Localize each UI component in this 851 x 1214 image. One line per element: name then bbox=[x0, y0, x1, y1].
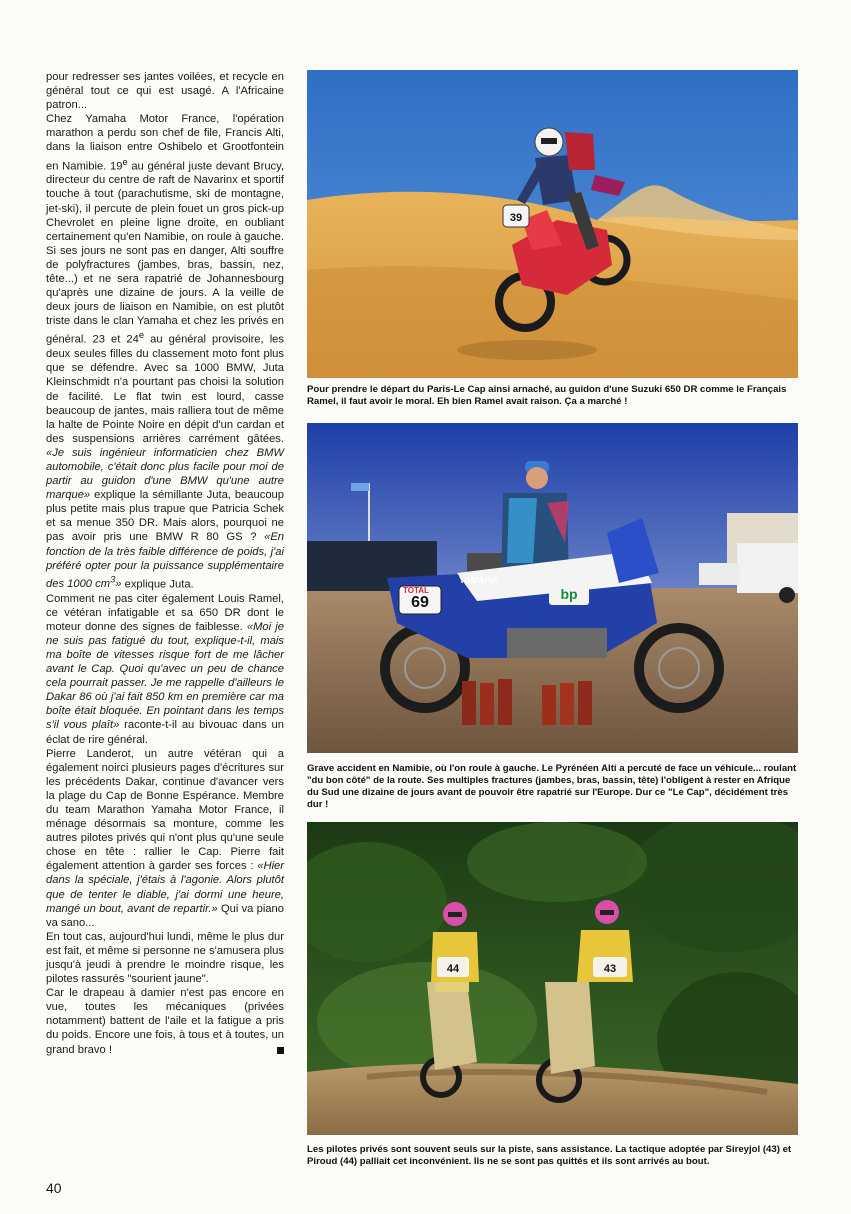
photo-bivouac-image bbox=[307, 423, 798, 753]
paragraph-3: Comment ne pas citer également Louis Ramel, ce vétéran infatigable et sa 650 DR dont le moteur donne des signes de faiblesse. «Moi je ne suis pas fatigué du tout, explique-t-il, mais ma boîte de vitesses risque fort de me lâcher avant le Cap. Quoi qu'avec un peu de chance cela pourrait passer. Je me rappelle d'ailleurs le Dakar 86 où j'ai fait 850 km en première car ma boîte était bloquée. En pointant dans les temps s'il vous plaît» raconte-t-il au bivouac dans un éclat de rire général. bbox=[46, 592, 284, 746]
article-body bbox=[46, 70, 284, 1057]
race-number-plate-69: 69 bbox=[411, 594, 429, 611]
total-logo: TOTAL bbox=[403, 586, 429, 595]
bp-logo: bp bbox=[560, 586, 578, 602]
photo-3-caption: Les pilotes privés sont souvent seuls sur la piste, sans assistance. La tactique adoptée par Sireyjol (43) et Piroud (44) palliait cet inconvénient. Ils ne se sont pas quittés et ils sont arrivés au bout. bbox=[307, 1144, 792, 1167]
photo-jungle-image bbox=[307, 822, 798, 1135]
race-number-plate-43: 43 bbox=[603, 963, 617, 975]
photo-bivouac-yamaha bbox=[307, 423, 798, 753]
paragraph-6: Car le drapeau à damier n'est pas encore en vue, toutes les mécaniques (privées notamment) battent de l'aile et la fatigue a pris du poids. Encore une fois, à tous et à toutes, un grand bravo ! bbox=[46, 987, 284, 1056]
paragraph-1: pour redresser ses jantes voilées, et recycle en général tout ce qui est usagé. A l'Africaine patron... bbox=[46, 71, 284, 112]
paragraph-2: Chez Yamaha Motor France, l'opération marathon a perdu son chef de file, Francis Alti, dans la liaison entre Oshibelo et Grootfontein en Namibie. 19e au général juste devant Brucy, directeur du centre de raft de Navarinx et sportif touche à tout (parachutisme, ski de montagne, jet-ski), il percute de plein fouet un gros pick-up Chevrolet en pleine ligne droite, en oubliant certainement qu'en Namibie, on roule à gauche. Si ses jours ne sont pas en danger, Alti souffre de polyfractures (jambes, bras, bassin, nez, tête...) et ne sera rapatrié de Johannesbourg qu'après une dizaine de jours. A la veille de deux jours de liaison en Namibie, on est plutôt triste dans le clan Yamaha et chez les privés en général. 23 et 24e au général provisoire, les deux seules filles du classement moto font plus que se défendre. Avec sa 1000 BMW, Juta Kleinschmidt n'a pourtant pas choisi la solution de facilité. Le flat twin est lourd, casse beaucoup de jantes, mais ralliera tout de même la halte de Pointe Noire en dépit d'un cardan et des suspensions arrières carrément gâtées. «Je suis ingénieur informaticien chez BMW automobile, c'était donc plus facile pour moi de partir au guidon d'une BMW qu'une autre marque» explique la sémillante Juta, beaucoup plus petite mais plus trapue que Patricia Schek et sa menue 350 DR. Mais alors, pourquoi ne pas avoir pris une BMW R 80 GS ? «En fonction de la très faible différence de poids, j'ai préféré opter pour la puissance supplémentaire des 1000 $cm^3$» explique Juta. bbox=[46, 113, 284, 591]
photo-2-caption: Grave accident en Namibie, où l'on roule à gauche. Le Pyrénéen Alti a percuté de face un véhicule... roulant "du bon côté" de la route. Ses multiples fractures (jambes, bras, bassin, tête) l'obligent à rester en Afrique du Sud une dizaine de jours avant de pouvoir être rapatrié sur l'Europe. Dur ce "Le Cap", décidément très dur ! bbox=[307, 763, 797, 810]
photo-desert-rider-image bbox=[307, 70, 798, 378]
race-number-plate: 39 bbox=[509, 212, 523, 224]
photo-jungle-riders bbox=[307, 822, 798, 1135]
page-number: 40 bbox=[46, 1180, 62, 1196]
photo-1-caption: Pour prendre le départ du Paris-Le Cap ainsi arnaché, au guidon d'une Suzuki 650 DR comme le Français Ramel, il faut avoir le moral. Eh bien Ramel avait raison. Ça a marché ! bbox=[307, 384, 787, 407]
yamaha-logo: YAMAHA bbox=[459, 575, 498, 585]
photo-desert-rider bbox=[307, 70, 798, 378]
paragraph-5: En tout cas, aujourd'hui lundi, même le plus dur est fait, et même si personne ne s'amusera plus jusqu'à jeudi à prendre le moindre risque, les pilotes rassurés "sourient jaune". bbox=[46, 930, 284, 986]
end-mark bbox=[277, 1047, 284, 1054]
race-number-plate-44: 44 bbox=[446, 963, 460, 975]
paragraph-4: Pierre Landerot, un autre vétéran qui a également noirci plusieurs pages d'écritures sur les précédents Dakar, continue d'avancer vers la plage du Cap de Bonne Espérance. Membre du team Marathon Yamaha Motor France, il ménage désormais sa monture, comme les autres pilotes privés qui n'ont plus qu'une seule chose en tête : rallier le Cap. Pierre fait également attention à garder ses forces : «Hier dans la spéciale, j'étais à l'agonie. Alors plutôt que de tenter le diable, j'ai dormi une heure, mangé un bout, avant de repartir.» Qui va piano va sano... bbox=[46, 747, 284, 929]
